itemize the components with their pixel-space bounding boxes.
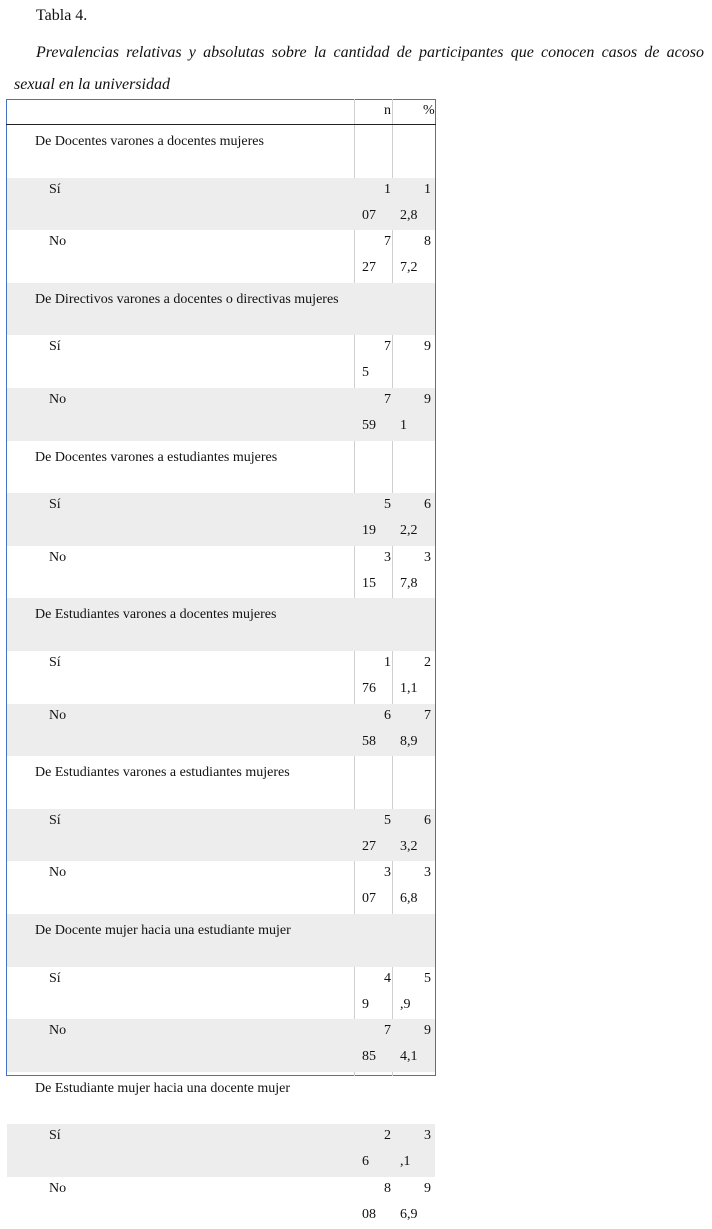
percent-value-line1: 9	[424, 339, 431, 355]
n-value-line1: 1	[384, 654, 391, 670]
n-value-line1: 5	[384, 497, 391, 513]
percent-value-line1: 9	[424, 1180, 431, 1196]
group-label: De Docentes varones a docentes mujeres	[35, 134, 264, 149]
percent-value-line1: 3	[424, 1128, 431, 1144]
n-value-line1: 7	[384, 1023, 391, 1039]
table-row	[7, 809, 435, 862]
table-group-row	[7, 441, 435, 494]
percent-value-line2: 4,1	[400, 1049, 418, 1065]
table-body	[7, 125, 435, 1229]
group-label: De Docentes varones a estudiantes mujeres	[35, 449, 278, 465]
category-label: Sí	[49, 497, 61, 513]
group-label: De Estudiantes varones a estudiantes mujeres	[35, 765, 290, 781]
percent-value-line2: ,9	[400, 996, 411, 1012]
category-label: No	[49, 234, 67, 250]
n-value-line2: 6	[362, 1154, 369, 1170]
table-group-row	[7, 598, 435, 651]
table-row	[7, 1019, 435, 1072]
percent-value-line1: 1	[424, 181, 431, 197]
category-label: No	[49, 549, 67, 565]
table-row	[7, 178, 435, 231]
n-value-line2: 59	[362, 417, 376, 433]
table-header-row	[6, 99, 436, 125]
category-label: Sí	[49, 812, 61, 828]
n-value-line2: 9	[362, 996, 369, 1012]
percent-value-line1: 9	[424, 391, 431, 407]
group-label: De Directivos varones a docentes o directivas mujeres	[35, 291, 339, 307]
table-row	[7, 704, 435, 757]
category-label: No	[49, 1023, 67, 1039]
n-value-line1: 2	[384, 1128, 391, 1144]
percent-value-line2: 6,8	[400, 891, 418, 907]
n-value-line1: 5	[384, 812, 391, 828]
n-value-line1: 7	[384, 339, 391, 355]
group-label: De Docente mujer hacia una estudiante mujer	[35, 922, 291, 938]
percent-value-line2: 8,9	[400, 733, 418, 749]
n-value-line2: 85	[362, 1049, 376, 1065]
n-value-line2: 27	[362, 838, 376, 854]
percent-value-line1: 2	[424, 654, 431, 670]
percent-value-line2: 2,8	[400, 207, 418, 223]
n-value-line2: 07	[362, 891, 376, 907]
category-label: Sí	[49, 181, 61, 197]
percent-value-line1: 3	[424, 549, 431, 565]
table-group-row	[7, 1072, 435, 1125]
percent-value-line2: 1,1	[400, 680, 418, 696]
group-label: De Estudiantes varones a docentes mujeres	[35, 607, 277, 623]
n-value-line1: 6	[384, 707, 391, 723]
table-row	[7, 546, 435, 599]
table-caption: Prevalencias relativas y absolutas sobre la cantidad de participantes que conocen casos de acoso sexual en la universidad	[14, 44, 704, 93]
group-label: De Estudiante mujer hacia una docente mujer	[35, 1080, 291, 1096]
table-row	[7, 388, 435, 441]
table-row	[7, 1124, 435, 1177]
table-group-row	[7, 756, 435, 809]
percent-value-line2: 7,2	[400, 260, 418, 276]
n-value-line2: 19	[362, 523, 376, 539]
n-value-line1: 7	[384, 234, 391, 250]
n-value-line2: 76	[362, 680, 376, 696]
n-value-line1: 1	[384, 181, 391, 197]
table-row	[7, 493, 435, 546]
percent-value-line1: 9	[424, 1023, 431, 1039]
category-label: No	[49, 391, 67, 407]
category-label: Sí	[49, 654, 61, 670]
table-row	[7, 230, 435, 283]
category-label: No	[49, 865, 67, 881]
n-value-line2: 5	[362, 365, 369, 381]
n-value-line1: 4	[384, 970, 391, 986]
n-value-line2: 07	[362, 207, 376, 223]
n-value-line1: 7	[384, 391, 391, 407]
table-row	[7, 967, 435, 1020]
percent-value-line2: ,1	[400, 1154, 411, 1170]
n-value-line2: 08	[362, 1206, 376, 1222]
percent-value-line1: 3	[424, 865, 431, 881]
percent-value-line1: 5	[424, 970, 431, 986]
category-label: Sí	[49, 970, 61, 986]
n-value-line2: 58	[362, 733, 376, 749]
table-group-row	[7, 283, 435, 336]
percent-value-line2: 3,2	[400, 838, 418, 854]
table-label: Tabla 4.	[36, 7, 88, 24]
percent-value-line2: 7,8	[400, 575, 418, 591]
percent-value-line2: 1	[400, 417, 407, 433]
header-n: n	[384, 103, 391, 118]
table-row	[7, 861, 435, 914]
category-label: Sí	[49, 1128, 61, 1144]
percent-value-line1: 7	[424, 707, 431, 723]
category-label: Sí	[49, 339, 61, 355]
n-value-line1: 3	[384, 865, 391, 881]
category-label: No	[49, 707, 67, 723]
n-value-line2: 15	[362, 575, 376, 591]
table-row	[7, 651, 435, 704]
table-group-row	[7, 125, 435, 178]
table-row	[7, 335, 435, 388]
percent-value-line2: 2,2	[400, 523, 418, 539]
n-value-line1: 3	[384, 549, 391, 565]
percent-value-line1: 8	[424, 234, 431, 250]
n-value-line2: 27	[362, 260, 376, 276]
category-label: No	[49, 1180, 67, 1196]
percent-value-line1: 6	[424, 497, 431, 513]
percent-value-line1: 6	[424, 812, 431, 828]
table-row	[7, 1177, 435, 1229]
header-percent: %	[423, 103, 435, 118]
n-value-line1: 8	[384, 1180, 391, 1196]
table-group-row	[7, 914, 435, 967]
percent-value-line2: 6,9	[400, 1206, 418, 1222]
